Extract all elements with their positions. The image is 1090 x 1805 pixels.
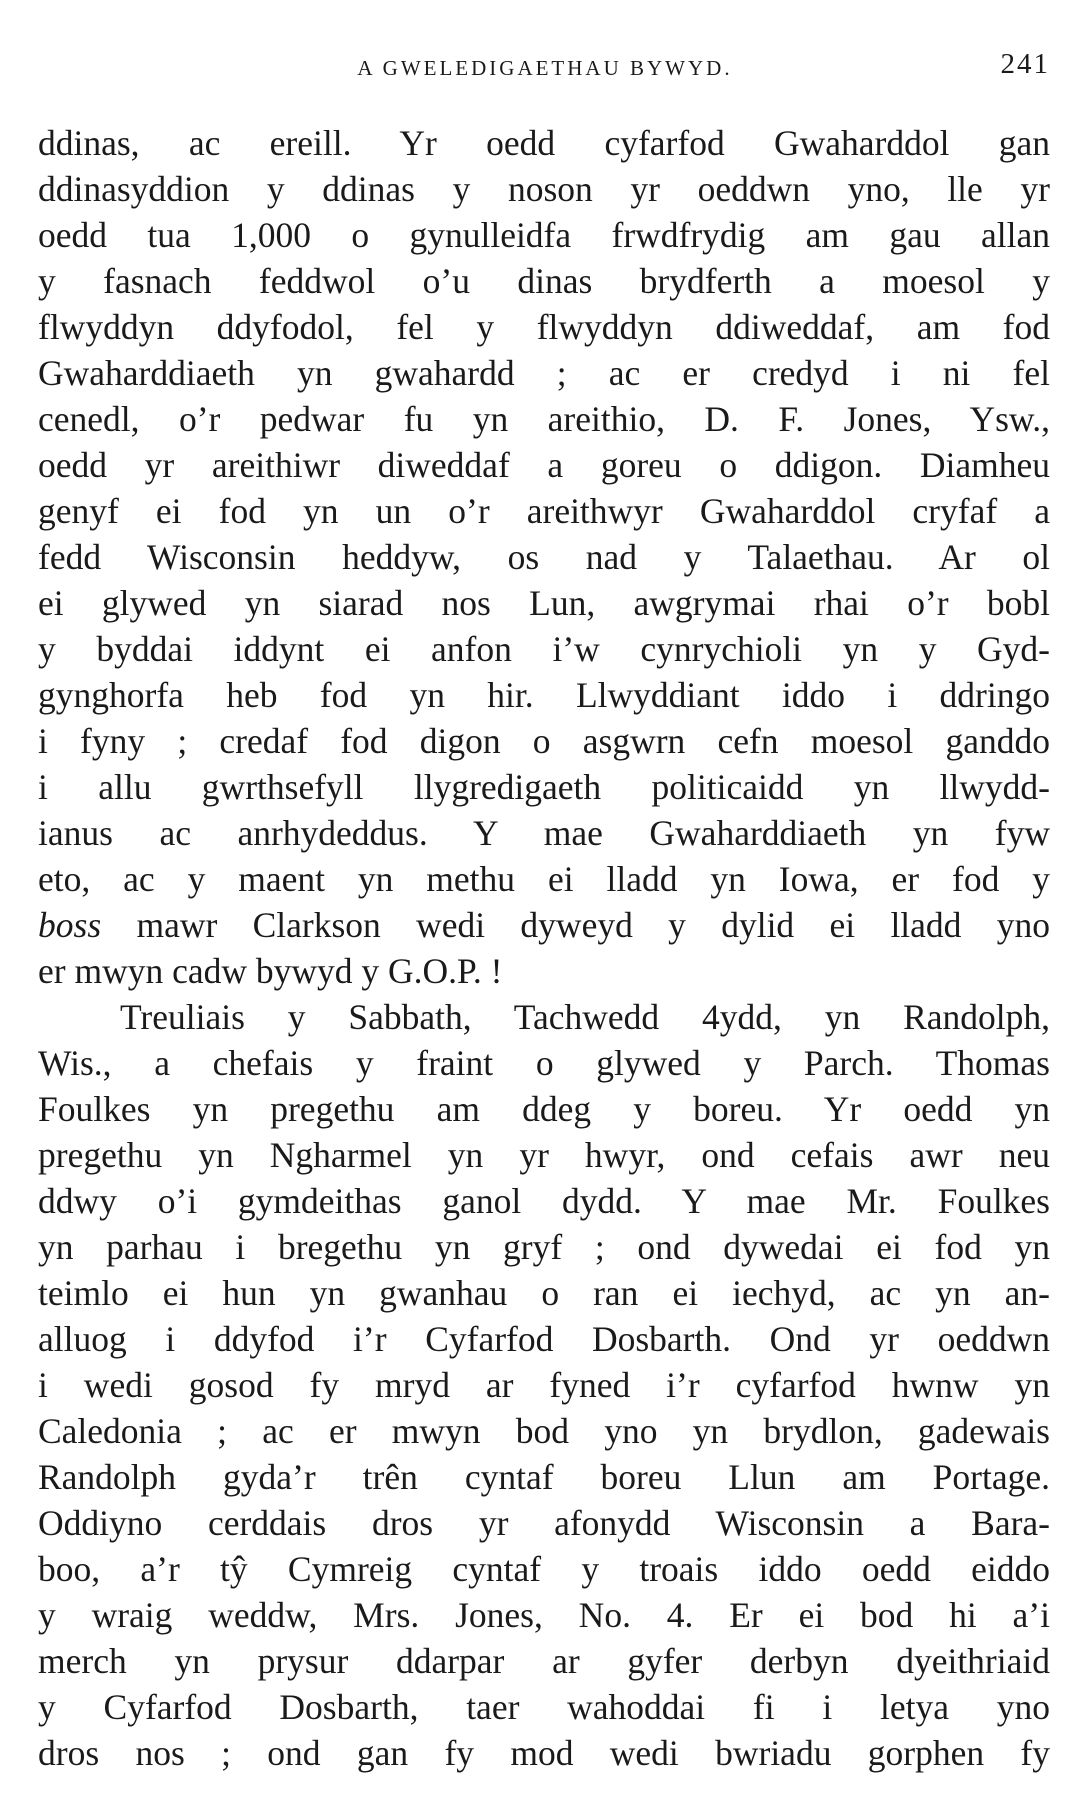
text-line: dros nos ; ond gan fy mod wedi bwriadu gorphen fy [38, 1733, 1050, 1773]
text-line: fedd Wisconsin heddyw, os nad y Talaethau. Ar ol [38, 537, 1050, 577]
text-line: pregethu yn Ngharmel yn yr hwyr, ond cefais awr neu [38, 1135, 1050, 1175]
line-remainder: mawr Clarkson wedi dyweyd y dylid ei lladd yno [101, 905, 1050, 945]
paragraph-first-line: Treuliais y Sabbath, Tachwedd 4ydd, yn Randolph, [120, 997, 1050, 1037]
text-line: y wraig weddw, Mrs. Jones, No. 4. Er ei bod hi a’i [38, 1595, 1050, 1635]
text-line: oedd tua 1,000 o gynulleidfa frwdfrydig am gau allan [38, 215, 1050, 255]
text-line: alluog i ddyfod i’r Cyfarfod Dosbarth. Ond yr oeddwn [38, 1319, 1050, 1359]
text-line: i fyny ; credaf fod digon o asgwrn cefn moesol ganddo [38, 721, 1050, 761]
text-line: eto, ac y maent yn methu ei lladd yn Iowa, er fod y [38, 859, 1050, 899]
text-line: ddinas, ac ereill. Yr oedd cyfarfod Gwaharddol gan [38, 123, 1050, 163]
text-line: Randolph gyda’r trên cyntaf boreu Llun am Portage. [38, 1457, 1050, 1497]
text-line: flwyddyn ddyfodol, fel y flwyddyn ddiweddaf, am fod [38, 307, 1050, 347]
italic-word: boss [38, 905, 102, 945]
text-line: cenedl, o’r pedwar fu yn areithio, D. F. Jones, Ysw., [38, 399, 1050, 439]
paragraph-last-line: er mwyn cadw bywyd y G.O.P. ! [38, 951, 503, 991]
text-line: y fasnach feddwol o’u dinas brydferth a moesol y [38, 261, 1050, 301]
running-title: A GWELEDIGAETHAU BYWYD. [357, 56, 733, 80]
text-line: ddwy o’i gymdeithas ganol dydd. Y mae Mr. Foulkes [38, 1181, 1050, 1221]
text-line: genyf ei fod yn un o’r areithwyr Gwaharddol cryfaf a [38, 491, 1050, 531]
text-line: oedd yr areithiwr diweddaf a goreu o ddigon. Diamheu [38, 445, 1050, 485]
text-line: y Cyfarfod Dosbarth, taer wahoddai fi i letya yno [38, 1687, 1050, 1727]
text-line: yn parhau i bregethu yn gryf ; ond dywedai ei fod yn [38, 1227, 1050, 1267]
text-line: gynghorfa heb fod yn hir. Llwyddiant iddo i ddringo [38, 675, 1050, 715]
text-line: y byddai iddynt ei anfon i’w cynrychioli yn y Gyd- [38, 629, 1050, 669]
text-line: boo, a’r tŷ Cymreig cyntaf y troais iddo oedd eiddo [38, 1549, 1050, 1589]
body-text [38, 120, 1050, 1776]
text-line: i allu gwrthsefyll llygredigaeth politicaidd yn llwydd- [38, 767, 1050, 807]
text-line: teimlo ei hun yn gwanhau o ran ei iechyd, ac yn an- [38, 1273, 1050, 1313]
text-line: ei glywed yn siarad nos Lun, awgrymai rhai o’r bobl [38, 583, 1050, 623]
text-line: merch yn prysur ddarpar ar gyfer derbyn dyeithriaid [38, 1641, 1050, 1681]
text-line: ianus ac anrhydeddus. Y mae Gwaharddiaeth yn fyw [38, 813, 1050, 853]
paragraph-1 [38, 120, 1050, 994]
text-line: Caledonia ; ac er mwyn bod yno yn brydlon, gadewais [38, 1411, 1050, 1451]
paragraph-2 [38, 994, 1050, 1776]
text-line: Oddiyno cerddais dros yr afonydd Wisconsin a Bara- [38, 1503, 1050, 1543]
text-line: Gwaharddiaeth yn gwahardd ; ac er credyd i ni fel [38, 353, 1050, 393]
text-line: i wedi gosod fy mryd ar fyned i’r cyfarfod hwnw yn [38, 1365, 1050, 1405]
text-line: ddinasyddion y ddinas y noson yr oeddwn yno, lle yr [38, 169, 1050, 209]
page-header [40, 48, 1050, 88]
text-line-with-italic [38, 902, 1050, 948]
text-line: Foulkes yn pregethu am ddeg y boreu. Yr oedd yn [38, 1089, 1050, 1129]
text-line: Wis., a chefais y fraint o glywed y Parch. Thomas [38, 1043, 1050, 1083]
page-number: 241 [1000, 48, 1050, 80]
